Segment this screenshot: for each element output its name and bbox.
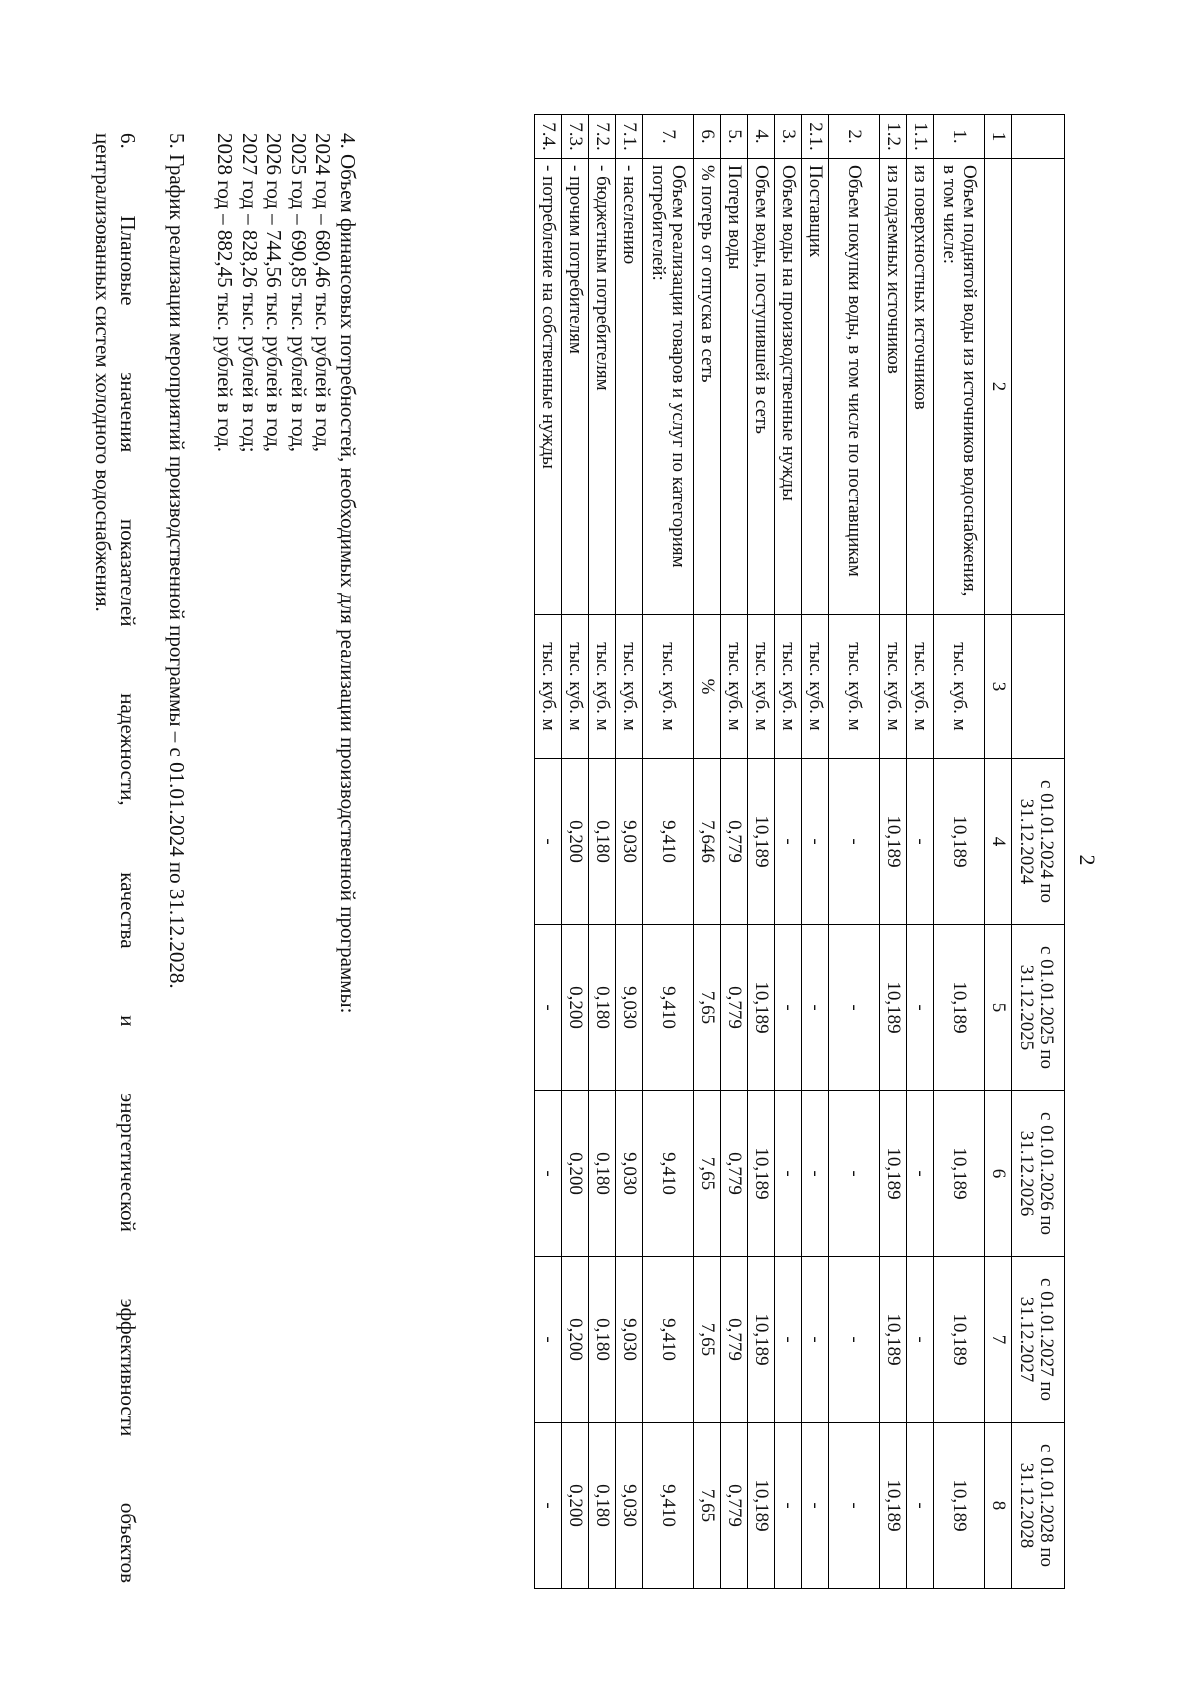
table-row: [616, 115, 643, 1589]
row-value: 7,65: [694, 1257, 721, 1423]
header-period-2026: с 01.01.2026 по 31.12.2026: [1012, 1091, 1065, 1257]
row-value: 9,030: [616, 925, 643, 1091]
row-value: -: [829, 1257, 880, 1423]
row-value: 10,189: [880, 1257, 907, 1423]
row-name: Объем воды, поступившей в сеть: [748, 159, 775, 615]
row-number: 2.1.: [802, 115, 829, 159]
row-value: 10,189: [748, 1091, 775, 1257]
row-unit: тыс. куб. м: [907, 615, 934, 759]
row-name: из поверхностных источников: [907, 159, 934, 615]
row-value: -: [775, 1423, 802, 1589]
row-value: 9,030: [616, 1257, 643, 1423]
row-value: -: [829, 759, 880, 925]
row-number: 1.: [934, 115, 985, 159]
row-value: 0,779: [721, 1423, 748, 1589]
column-number: 6: [985, 1091, 1012, 1257]
row-value: 0,779: [721, 925, 748, 1091]
column-number: 1: [985, 115, 1012, 159]
section-5-schedule: 5. График реализации мероприятий производственной программы – с 01.01.2024 по 31.12.2028.: [164, 133, 189, 989]
row-value: -: [775, 1257, 802, 1423]
section-6-title-line2: централизованных систем холодного водоснабжения.: [91, 133, 116, 612]
row-value: -: [535, 759, 562, 925]
table-row: [694, 115, 721, 1589]
row-unit: тыс. куб. м: [616, 615, 643, 759]
row-number: 7.2.: [589, 115, 616, 159]
table-row: [721, 115, 748, 1589]
row-name: из подземных источников: [880, 159, 907, 615]
row-value: -: [907, 1091, 934, 1257]
column-number: 7: [985, 1257, 1012, 1423]
row-number: 6.: [694, 115, 721, 159]
header-period-2027: с 01.01.2027 по 31.12.2027: [1012, 1257, 1065, 1423]
financial-line: 2025 год – 690,85 тыс. рублей в год,: [286, 133, 311, 453]
row-value: 9,410: [643, 759, 694, 925]
row-unit: тыс. куб. м: [748, 615, 775, 759]
row-name: - бюджетным потребителям: [589, 159, 616, 615]
section-6-title-line1: 6. Плановые значения показателей надежности, качества и энергетической эффективности объектов: [116, 133, 141, 1583]
financial-line: 2027 год – 828,26 тыс. рублей в год;: [237, 133, 262, 453]
table-row: [643, 115, 694, 1589]
page-number: 2: [1075, 854, 1100, 866]
header-period-2025: с 01.01.2025 по 31.12.2025: [1012, 925, 1065, 1091]
row-value: 0,180: [589, 925, 616, 1091]
row-value: -: [535, 925, 562, 1091]
row-unit: тыс. куб. м: [880, 615, 907, 759]
row-number: 4.: [748, 115, 775, 159]
row-value: 9,410: [643, 1091, 694, 1257]
table-row: [535, 115, 562, 1589]
row-number: 7.1.: [616, 115, 643, 159]
column-numbers-row: [985, 115, 1012, 1589]
header-period-2024: с 01.01.2024 по 31.12.2024: [1012, 759, 1065, 925]
row-name: Объем воды на производственные нужды: [775, 159, 802, 615]
row-value: -: [829, 1423, 880, 1589]
row-value: -: [535, 1257, 562, 1423]
row-number: 7.4.: [535, 115, 562, 159]
document-sections: [91, 133, 360, 1583]
table-row: [589, 115, 616, 1589]
row-unit: тыс. куб. м: [562, 615, 589, 759]
row-value: 0,200: [562, 1091, 589, 1257]
row-value: 10,189: [934, 1423, 985, 1589]
row-unit: тыс. куб. м: [802, 615, 829, 759]
table-header-row: [1012, 115, 1065, 1589]
row-value: 7,646: [694, 759, 721, 925]
column-number: 2: [985, 159, 1012, 615]
water-supply-table: [534, 114, 1065, 1589]
row-value: 10,189: [934, 925, 985, 1091]
row-value: 0,180: [589, 1257, 616, 1423]
row-value: 9,030: [616, 759, 643, 925]
row-number: 1.2.: [880, 115, 907, 159]
row-value: 0,779: [721, 1091, 748, 1257]
row-name: - населению: [616, 159, 643, 615]
table-row: [829, 115, 880, 1589]
row-value: 0,779: [721, 759, 748, 925]
row-name: Потери воды: [721, 159, 748, 615]
row-value: 10,189: [748, 1257, 775, 1423]
row-value: -: [802, 1091, 829, 1257]
row-number: 2.: [829, 115, 880, 159]
row-value: 0,180: [589, 759, 616, 925]
row-value: 0,200: [562, 759, 589, 925]
row-value: 9,410: [643, 925, 694, 1091]
row-value: 10,189: [880, 925, 907, 1091]
row-value: 7,65: [694, 1091, 721, 1257]
row-value: -: [775, 759, 802, 925]
table-row: [934, 115, 985, 1589]
row-value: 9,030: [616, 1091, 643, 1257]
row-value: -: [907, 1257, 934, 1423]
column-number: 4: [985, 759, 1012, 925]
column-number: 3: [985, 615, 1012, 759]
row-value: 9,410: [643, 1257, 694, 1423]
header-cell-name: [1012, 159, 1065, 615]
row-name: - потребление на собственные нужды: [535, 159, 562, 615]
row-name: Объем покупки воды, в том числе по поставщикам: [829, 159, 880, 615]
section-4-title: 4. Объем финансовых потребностей, необходимых для реализации производственной программы:: [336, 133, 360, 1014]
row-name: - прочим потребителям: [562, 159, 589, 615]
row-value: -: [802, 1423, 829, 1589]
header-cell-unit: [1012, 615, 1065, 759]
row-number: 3.: [775, 115, 802, 159]
row-value: 10,189: [934, 759, 985, 925]
row-value: -: [802, 759, 829, 925]
row-unit: тыс. куб. м: [643, 615, 694, 759]
row-value: 7,65: [694, 925, 721, 1091]
row-value: -: [829, 925, 880, 1091]
row-value: 10,189: [934, 1091, 985, 1257]
row-value: 0,779: [721, 1257, 748, 1423]
section-4-financial-needs: [213, 133, 360, 1583]
row-name: % потерь от отпуска в сеть: [694, 159, 721, 615]
financial-line: 2024 год – 680,46 тыс. рублей в год,: [311, 133, 336, 453]
table-row: [562, 115, 589, 1589]
financial-line: 2026 год – 744,56 тыс. рублей в год,: [262, 133, 287, 453]
row-value: -: [907, 1423, 934, 1589]
row-value: 10,189: [880, 1091, 907, 1257]
table-row: [880, 115, 907, 1589]
row-value: 0,200: [562, 1257, 589, 1423]
row-name: Поставщик: [802, 159, 829, 615]
row-value: -: [775, 1091, 802, 1257]
row-value: -: [802, 925, 829, 1091]
row-unit: тыс. куб. м: [934, 615, 985, 759]
row-number: 7.3.: [562, 115, 589, 159]
row-unit: тыс. куб. м: [535, 615, 562, 759]
table-row: [802, 115, 829, 1589]
header-period-2028: с 01.01.2028 по 31.12.2028: [1012, 1423, 1065, 1589]
row-value: 10,189: [880, 1423, 907, 1589]
row-value: 0,180: [589, 1091, 616, 1257]
row-name: Объем поднятой воды из источников водоснабжения, в том числе:: [934, 159, 985, 615]
row-value: -: [829, 1091, 880, 1257]
row-value: -: [535, 1091, 562, 1257]
column-number: 5: [985, 925, 1012, 1091]
row-unit: тыс. куб. м: [829, 615, 880, 759]
row-value: 9,410: [643, 1423, 694, 1589]
row-value: 0,200: [562, 925, 589, 1091]
row-value: -: [907, 925, 934, 1091]
row-unit: тыс. куб. м: [775, 615, 802, 759]
column-number: 8: [985, 1423, 1012, 1589]
row-value: -: [775, 925, 802, 1091]
row-value: 9,030: [616, 1423, 643, 1589]
row-name: Объем реализации товаров и услуг по категориям потребителей:: [643, 159, 694, 615]
row-unit: тыс. куб. м: [589, 615, 616, 759]
row-value: 10,189: [880, 759, 907, 925]
row-value: 10,189: [934, 1257, 985, 1423]
row-value: 0,200: [562, 1423, 589, 1589]
row-value: 0,180: [589, 1423, 616, 1589]
row-value: -: [907, 759, 934, 925]
header-cell-num: [1012, 115, 1065, 159]
row-value: 10,189: [748, 759, 775, 925]
row-unit: %: [694, 615, 721, 759]
row-value: -: [802, 1257, 829, 1423]
row-value: -: [535, 1423, 562, 1589]
row-value: 7,65: [694, 1423, 721, 1589]
row-unit: тыс. куб. м: [721, 615, 748, 759]
row-value: 10,189: [748, 1423, 775, 1589]
table-row: [907, 115, 934, 1589]
row-number: 1.1.: [907, 115, 934, 159]
row-number: 7.: [643, 115, 694, 159]
row-number: 5.: [721, 115, 748, 159]
row-value: 10,189: [748, 925, 775, 1091]
table-row: [775, 115, 802, 1589]
financial-line: 2028 год – 882,45 тыс. рублей в год.: [213, 133, 238, 453]
table-row: [748, 115, 775, 1589]
